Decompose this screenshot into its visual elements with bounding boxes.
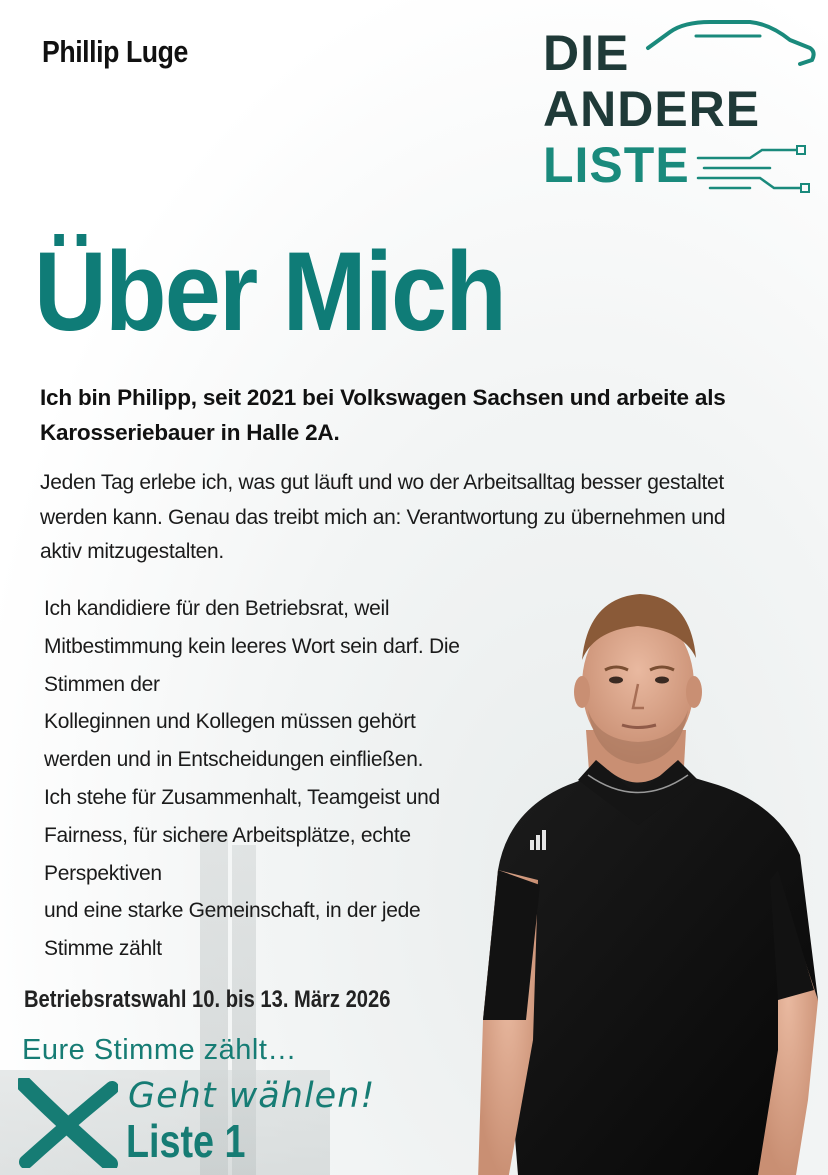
x-mark-icon <box>18 1078 118 1168</box>
vote-call: Geht wählen! <box>128 1076 376 1116</box>
slogan: Eure Stimme zählt… <box>22 1034 297 1066</box>
car-outline-icon <box>640 14 818 74</box>
text-line: Ich stehe für Zusammenhalt, Teamgeist und <box>44 785 440 809</box>
paragraph-candidacy <box>44 590 514 968</box>
page-title: Über Mich <box>34 229 506 354</box>
text-line: Kolleginnen und Kollegen müssen gehört <box>44 710 416 734</box>
text-line: Mitbestimmung kein leeres Wort sein darf. Die <box>44 634 460 658</box>
author-name: Phillip Luge <box>42 34 188 69</box>
circuit-lines-icon <box>690 144 820 200</box>
election-dates: Betriebsratswahl 10. bis 13. März 2026 <box>24 986 391 1013</box>
text-line: werden und in Entscheidungen einfließen. <box>44 748 424 772</box>
intro-text: Ich bin Philipp, seit 2021 bei Volkswagen Sachsen und arbeite als Karosseriebauer in Halle 2A. <box>40 385 726 445</box>
logo-word-liste: LISTE <box>543 137 690 193</box>
candidate-photo <box>478 580 828 1175</box>
logo-word-andere: ANDERE <box>543 81 761 137</box>
text-line: Perspektiven <box>44 861 162 885</box>
text-line: Ich kandidiere für den Betriebsrat, weil <box>44 597 390 620</box>
logo-word-die: DIE <box>543 25 630 81</box>
text-line: Stimmen der <box>44 672 160 696</box>
list-number: Liste 1 <box>126 1115 246 1167</box>
text-line: Stimme zählt <box>44 937 162 961</box>
logo-die-andere-liste <box>540 14 820 200</box>
paragraph-daily-work: Jeden Tag erlebe ich, was gut läuft und wo der Arbeitsalltag besser gestaltet werden kann. Genau das treibt mich an: Verantwortung zu übernehmen und aktiv mitzugestalten. <box>40 471 726 563</box>
text-line: und eine starke Gemeinschaft, in der jede <box>44 899 421 923</box>
text-line: Fairness, für sichere Arbeitsplätze, echte <box>44 823 411 847</box>
